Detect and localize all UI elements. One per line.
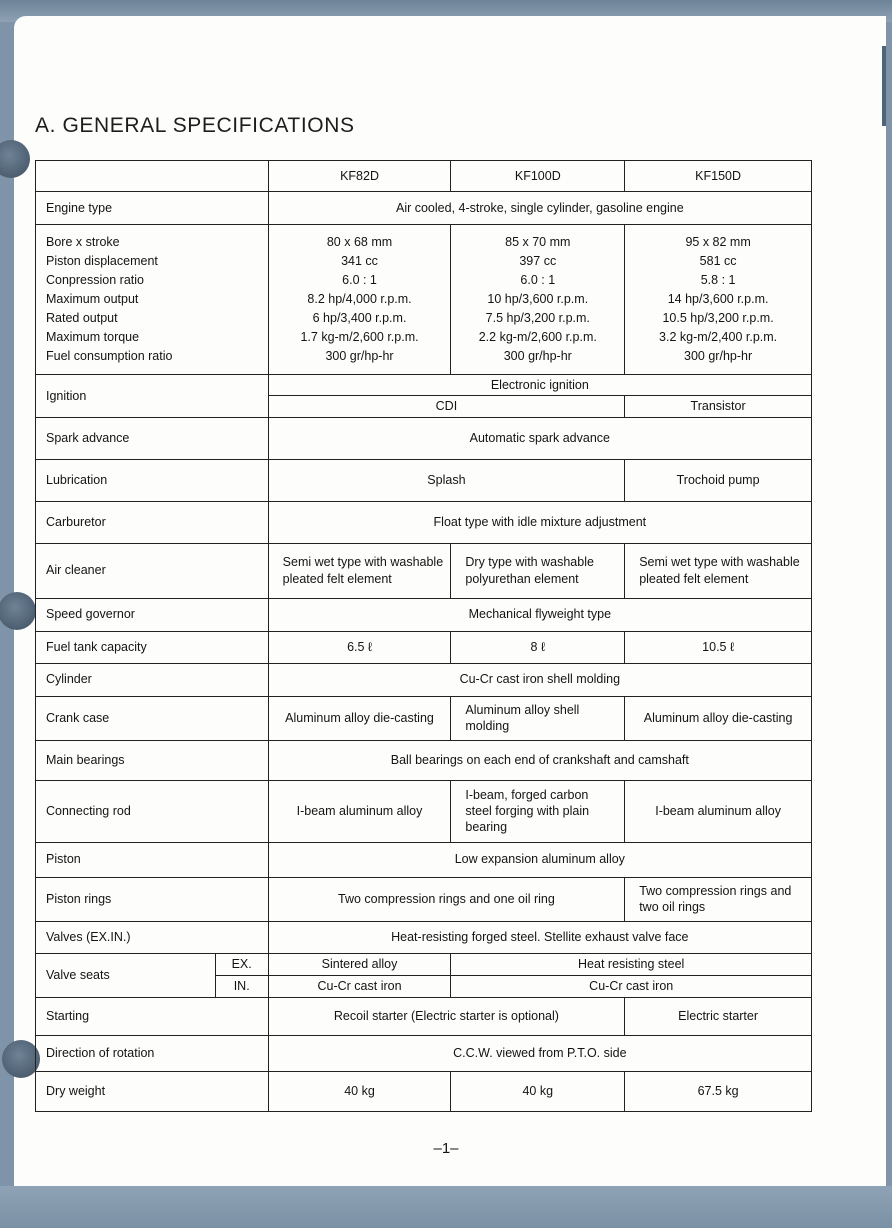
row-direction — [36, 1035, 812, 1071]
value: 80 x 68 mm — [326, 235, 393, 249]
value: 397 cc — [519, 254, 557, 268]
value: 8.2 hp/4,000 r.p.m. — [307, 292, 412, 306]
table-header-row — [36, 161, 812, 192]
row-ignition — [36, 375, 812, 396]
row-fuel-tank — [36, 631, 812, 663]
value: 581 cc — [699, 254, 737, 268]
row-speed-governor — [36, 598, 812, 631]
row-label: Crank case — [36, 696, 269, 740]
row-label: Valve seats — [36, 953, 216, 997]
value: 10 hp/3,600 r.p.m. — [487, 292, 589, 306]
value: 5.8 : 1 — [700, 273, 736, 287]
row-label: Starting — [36, 997, 269, 1035]
value: 300 gr/hp-hr — [325, 349, 394, 363]
model-header-kf150d: KF150D — [625, 161, 812, 192]
row-label: Dry weight — [36, 1071, 269, 1111]
row-starting — [36, 997, 812, 1035]
value: 10.5 hp/3,200 r.p.m. — [662, 311, 774, 325]
air-cleaner-kf100d: Dry type with washable polyurethan element — [451, 543, 625, 598]
header-corner-cell — [36, 161, 269, 192]
value: 6.0 : 1 — [520, 273, 556, 287]
starting-electric: Electric starter — [625, 997, 812, 1035]
row-label: Fuel tank capacity — [36, 631, 269, 663]
valve-seat-ex-label: EX. — [215, 953, 268, 975]
valve-seat-in-label: IN. — [215, 975, 268, 997]
value: 3.2 kg-m/2,400 r.p.m. — [659, 330, 778, 344]
row-label: Spark advance — [36, 417, 269, 459]
label-displacement: Piston displacement — [46, 254, 158, 268]
row-cylinder — [36, 663, 812, 696]
air-cleaner-kf82d: Semi wet type with washable pleated felt element — [268, 543, 451, 598]
performance-kf82d — [268, 225, 451, 375]
spark-advance-value: Automatic spark advance — [268, 417, 811, 459]
fuel-tank-kf82d: 6.5 ℓ — [268, 631, 451, 663]
row-piston-rings — [36, 877, 812, 921]
row-label: Piston — [36, 842, 269, 877]
ignition-transistor: Transistor — [625, 396, 812, 417]
piston-rings-large: Two compression rings and two oil rings — [625, 877, 812, 921]
row-air-cleaner — [36, 543, 812, 598]
value: 6 hp/3,400 r.p.m. — [312, 311, 407, 325]
value: 6.0 : 1 — [342, 273, 377, 287]
row-label: Cylinder — [36, 663, 269, 696]
piston-value: Low expansion aluminum alloy — [268, 842, 811, 877]
row-crank-case — [36, 696, 812, 740]
value: 300 gr/hp-hr — [503, 349, 572, 363]
row-label: Air cleaner — [36, 543, 269, 598]
carburetor-value: Float type with idle mixture adjustment — [268, 501, 811, 543]
row-spark-advance — [36, 417, 812, 459]
row-label: Connecting rod — [36, 780, 269, 842]
performance-labels — [36, 225, 269, 375]
row-lubrication — [36, 459, 812, 501]
value: 1.7 kg-m/2,600 r.p.m. — [300, 330, 419, 344]
fuel-tank-kf100d: 8 ℓ — [451, 631, 625, 663]
value: 300 gr/hp-hr — [684, 349, 753, 363]
page-edge-shadow — [882, 46, 886, 126]
piston-rings-small: Two compression rings and one oil ring — [268, 877, 625, 921]
row-label: Carburetor — [36, 501, 269, 543]
cylinder-value: Cu-Cr cast iron shell molding — [268, 663, 811, 696]
row-connecting-rod — [36, 780, 812, 842]
crank-case-kf82d: Aluminum alloy die-casting — [268, 696, 451, 740]
value: 95 x 82 mm — [685, 235, 751, 249]
value: 85 x 70 mm — [505, 235, 571, 249]
specifications-table — [35, 160, 812, 1112]
engine-type-value: Air cooled, 4-stroke, single cylinder, gasoline engine — [268, 192, 811, 225]
main-bearings-value: Ball bearings on each end of crankshaft and camshaft — [268, 740, 811, 780]
row-label: Speed governor — [36, 598, 269, 631]
valve-seat-in-other: Cu-Cr cast iron — [451, 975, 812, 997]
row-label: Direction of rotation — [36, 1035, 269, 1071]
row-label: Main bearings — [36, 740, 269, 780]
row-performance — [36, 225, 812, 375]
model-header-kf82d: KF82D — [268, 161, 451, 192]
label-rated-output: Rated output — [46, 311, 118, 325]
lubrication-trochoid: Trochoid pump — [625, 459, 812, 501]
scan-bottom-edge — [0, 1186, 892, 1228]
lubrication-splash: Splash — [268, 459, 625, 501]
label-bore-stroke: Bore x stroke — [46, 235, 120, 249]
row-label: Valves (EX.IN.) — [36, 921, 269, 953]
valve-seat-ex-other: Heat resisting steel — [451, 953, 812, 975]
row-engine-type — [36, 192, 812, 225]
row-label: Piston rings — [36, 877, 269, 921]
connecting-rod-kf150d: I-beam aluminum alloy — [625, 780, 812, 842]
row-dry-weight — [36, 1071, 812, 1111]
row-label: Engine type — [36, 192, 269, 225]
label-max-output: Maximum output — [46, 292, 139, 306]
connecting-rod-kf82d: I-beam aluminum alloy — [268, 780, 451, 842]
valve-seat-ex-kf82d: Sintered alloy — [268, 953, 451, 975]
direction-value: C.C.W. viewed from P.T.O. side — [268, 1035, 811, 1071]
page-title: A. GENERAL SPECIFICATIONS — [35, 114, 355, 137]
speed-governor-value: Mechanical flyweight type — [268, 598, 811, 631]
dry-weight-kf150d: 67.5 kg — [625, 1071, 812, 1111]
label-max-torque: Maximum torque — [46, 330, 140, 344]
model-header-kf100d: KF100D — [451, 161, 625, 192]
row-piston — [36, 842, 812, 877]
connecting-rod-kf100d: I-beam, forged carbon steel forging with plain bearing — [451, 780, 625, 842]
label-compression: Conpression ratio — [46, 273, 144, 287]
row-label: Ignition — [36, 375, 269, 418]
dry-weight-kf100d: 40 kg — [451, 1071, 625, 1111]
value: 2.2 kg-m/2,600 r.p.m. — [478, 330, 597, 344]
ignition-type: Electronic ignition — [268, 375, 811, 396]
valve-seat-in-kf82d: Cu-Cr cast iron — [268, 975, 451, 997]
row-main-bearings — [36, 740, 812, 780]
performance-kf100d — [451, 225, 625, 375]
row-valves — [36, 921, 812, 953]
label-fuel-consumption: Fuel consumption ratio — [46, 349, 173, 363]
dry-weight-kf82d: 40 kg — [268, 1071, 451, 1111]
value: 7.5 hp/3,200 r.p.m. — [485, 311, 590, 325]
row-label: Lubrication — [36, 459, 269, 501]
value: 341 cc — [341, 254, 378, 268]
crank-case-kf100d: Aluminum alloy shell molding — [451, 696, 625, 740]
performance-kf150d — [625, 225, 812, 375]
valves-value: Heat-resisting forged steel. Stellite exhaust valve face — [268, 921, 811, 953]
page-number: –1– — [433, 1140, 459, 1157]
row-valve-seats-ex — [36, 953, 812, 975]
air-cleaner-kf150d: Semi wet type with washable pleated felt element — [625, 543, 812, 598]
row-carburetor — [36, 501, 812, 543]
ignition-cdi: CDI — [268, 396, 625, 417]
starting-recoil: Recoil starter (Electric starter is optional) — [268, 997, 625, 1035]
value: 14 hp/3,600 r.p.m. — [667, 292, 769, 306]
fuel-tank-kf150d: 10.5 ℓ — [625, 631, 812, 663]
crank-case-kf150d: Aluminum alloy die-casting — [625, 696, 812, 740]
